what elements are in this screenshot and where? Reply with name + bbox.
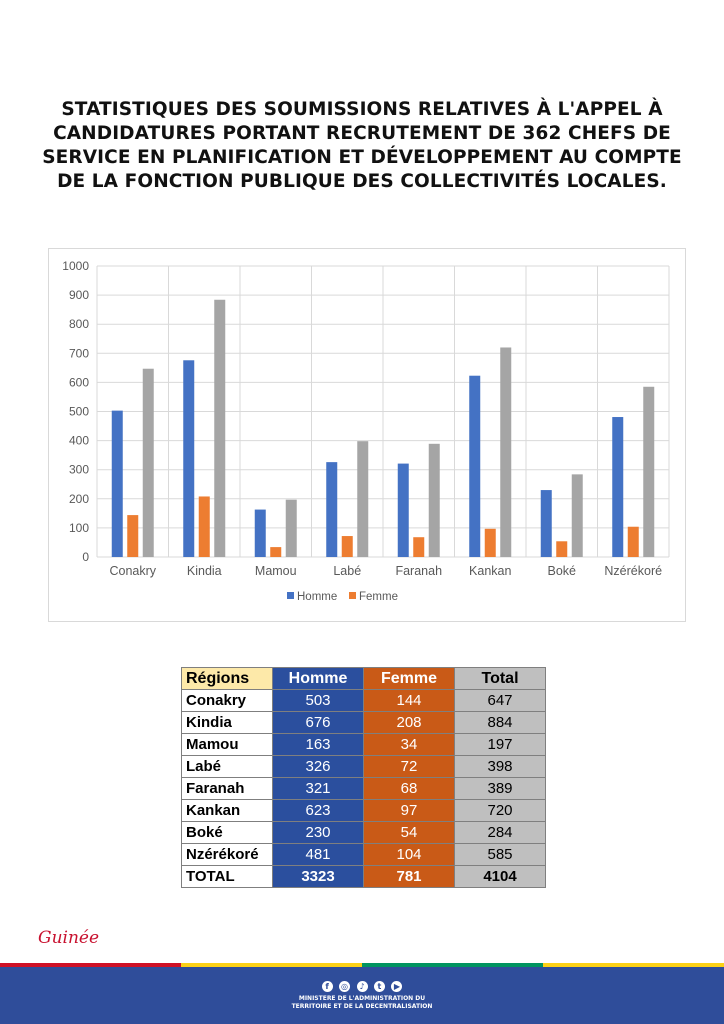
bar-homme — [469, 376, 480, 557]
cell-homme: 326 — [273, 756, 364, 778]
cell-total: 647 — [455, 690, 546, 712]
cell-femme: 34 — [364, 734, 455, 756]
cell-homme: 623 — [273, 800, 364, 822]
bar-chart — [48, 248, 686, 622]
cell-total: 884 — [455, 712, 546, 734]
bar-femme — [556, 541, 567, 557]
y-tick-label: 500 — [68, 404, 89, 419]
tiktok-icon[interactable]: ♪ — [357, 981, 368, 992]
cell-homme: 230 — [273, 822, 364, 844]
cell-total: 197 — [455, 734, 546, 756]
table-total-row — [182, 866, 546, 888]
ministry-name — [0, 995, 724, 1011]
page-title: STATISTIQUES DES SOUMISSIONS RELATIVES À L'APPEL À CANDIDATURES PORTANT RECRUTEMENT DE 362 CHEFS DE SERVICE EN PLANIFICATION ET DÉVELOPPEMENT AU COMPTE DE LA FONCTION PUBLIQUE DES COLLECTIVITÉS LOCALES. — [42, 99, 682, 192]
cell-homme: 163 — [273, 734, 364, 756]
cell-homme: 481 — [273, 844, 364, 866]
total-homme: 3323 — [273, 866, 364, 888]
x-tick-label: Mamou — [254, 564, 297, 578]
table-header-row — [182, 668, 546, 690]
table-row — [182, 734, 546, 756]
footer — [0, 967, 724, 1024]
cell-femme: 104 — [364, 844, 455, 866]
cell-region: Boké — [182, 822, 273, 844]
table-row — [182, 690, 546, 712]
cell-region: Labé — [182, 756, 273, 778]
x-tick-label: Nzérékoré — [604, 564, 663, 578]
ministry-line-2: TERRITOIRE ET DE LA DECENTRALISATION — [291, 1003, 433, 1010]
y-tick-label: 1000 — [62, 259, 89, 273]
bar-homme — [112, 411, 123, 557]
facebook-icon[interactable]: f — [322, 981, 333, 992]
table-row — [182, 778, 546, 800]
x-tick-label: Kankan — [469, 564, 512, 578]
cell-homme: 503 — [273, 690, 364, 712]
statistics-table — [181, 667, 546, 888]
total-total: 4104 — [455, 866, 546, 888]
header-regions: Régions — [182, 668, 273, 690]
bar-homme — [398, 464, 409, 557]
cell-femme: 144 — [364, 690, 455, 712]
chart-canvas — [49, 249, 685, 621]
legend-label-femme: Femme — [359, 591, 398, 603]
bar-homme — [183, 360, 194, 557]
header-femme: Femme — [364, 668, 455, 690]
bar-homme — [541, 490, 552, 557]
bar-homme — [612, 417, 623, 557]
legend-swatch-femme — [349, 592, 356, 599]
cell-total: 284 — [455, 822, 546, 844]
cell-total: 720 — [455, 800, 546, 822]
bar-femme — [270, 547, 281, 557]
y-tick-label: 800 — [68, 317, 89, 332]
x-tick-label: Faranah — [395, 564, 443, 578]
bar-femme — [485, 529, 496, 557]
total-femme: 781 — [364, 866, 455, 888]
x-tick-label: Kindia — [186, 564, 222, 578]
cell-femme: 208 — [364, 712, 455, 734]
y-tick-label: 400 — [68, 433, 89, 448]
bar-total — [643, 387, 654, 557]
y-tick-label: 200 — [68, 491, 89, 506]
cell-femme: 54 — [364, 822, 455, 844]
y-tick-label: 700 — [68, 346, 89, 361]
x-tick-label: Boké — [547, 564, 576, 578]
legend-label-homme: Homme — [297, 591, 338, 603]
cell-femme: 97 — [364, 800, 455, 822]
cell-homme: 321 — [273, 778, 364, 800]
x-tick-label: Labé — [333, 564, 362, 578]
cell-region: Faranah — [182, 778, 273, 800]
guinee-logo: Guinée — [38, 928, 100, 948]
cell-femme: 72 — [364, 756, 455, 778]
bar-femme — [199, 496, 210, 557]
youtube-icon[interactable]: ▶ — [391, 981, 402, 992]
bar-femme — [628, 527, 639, 557]
bar-femme — [413, 537, 424, 557]
cell-region: Kankan — [182, 800, 273, 822]
bar-total — [214, 300, 225, 557]
table-row — [182, 822, 546, 844]
bar-total — [143, 369, 154, 557]
cell-region: Kindia — [182, 712, 273, 734]
table-row — [182, 800, 546, 822]
bar-homme — [255, 510, 266, 557]
header-homme: Homme — [273, 668, 364, 690]
y-tick-label: 0 — [82, 550, 89, 564]
cell-homme: 676 — [273, 712, 364, 734]
y-tick-label: 600 — [68, 375, 89, 390]
table-row — [182, 712, 546, 734]
y-tick-label: 300 — [68, 462, 89, 477]
cell-total: 389 — [455, 778, 546, 800]
instagram-icon[interactable]: ◎ — [339, 981, 350, 992]
y-tick-label: 100 — [68, 520, 89, 535]
cell-femme: 68 — [364, 778, 455, 800]
cell-total: 398 — [455, 756, 546, 778]
bar-total — [357, 441, 368, 557]
twitter-icon[interactable]: t — [374, 981, 385, 992]
legend-swatch-homme — [287, 592, 294, 599]
bar-total — [429, 444, 440, 557]
y-tick-label: 900 — [68, 288, 89, 303]
cell-total: 585 — [455, 844, 546, 866]
cell-region: Conakry — [182, 690, 273, 712]
bar-total — [286, 500, 297, 557]
bar-homme — [326, 462, 337, 557]
cell-region: Nzérékoré — [182, 844, 273, 866]
table-row — [182, 756, 546, 778]
total-label: TOTAL — [182, 866, 273, 888]
x-tick-label: Conakry — [109, 564, 157, 578]
ministry-line-1: MINISTERE DE L'ADMINISTRATION DU — [298, 995, 426, 1002]
bar-femme — [127, 515, 138, 557]
cell-region: Mamou — [182, 734, 273, 756]
header-total: Total — [455, 668, 546, 690]
bar-femme — [342, 536, 353, 557]
bar-total — [572, 474, 583, 557]
table-row — [182, 844, 546, 866]
bar-total — [500, 347, 511, 557]
